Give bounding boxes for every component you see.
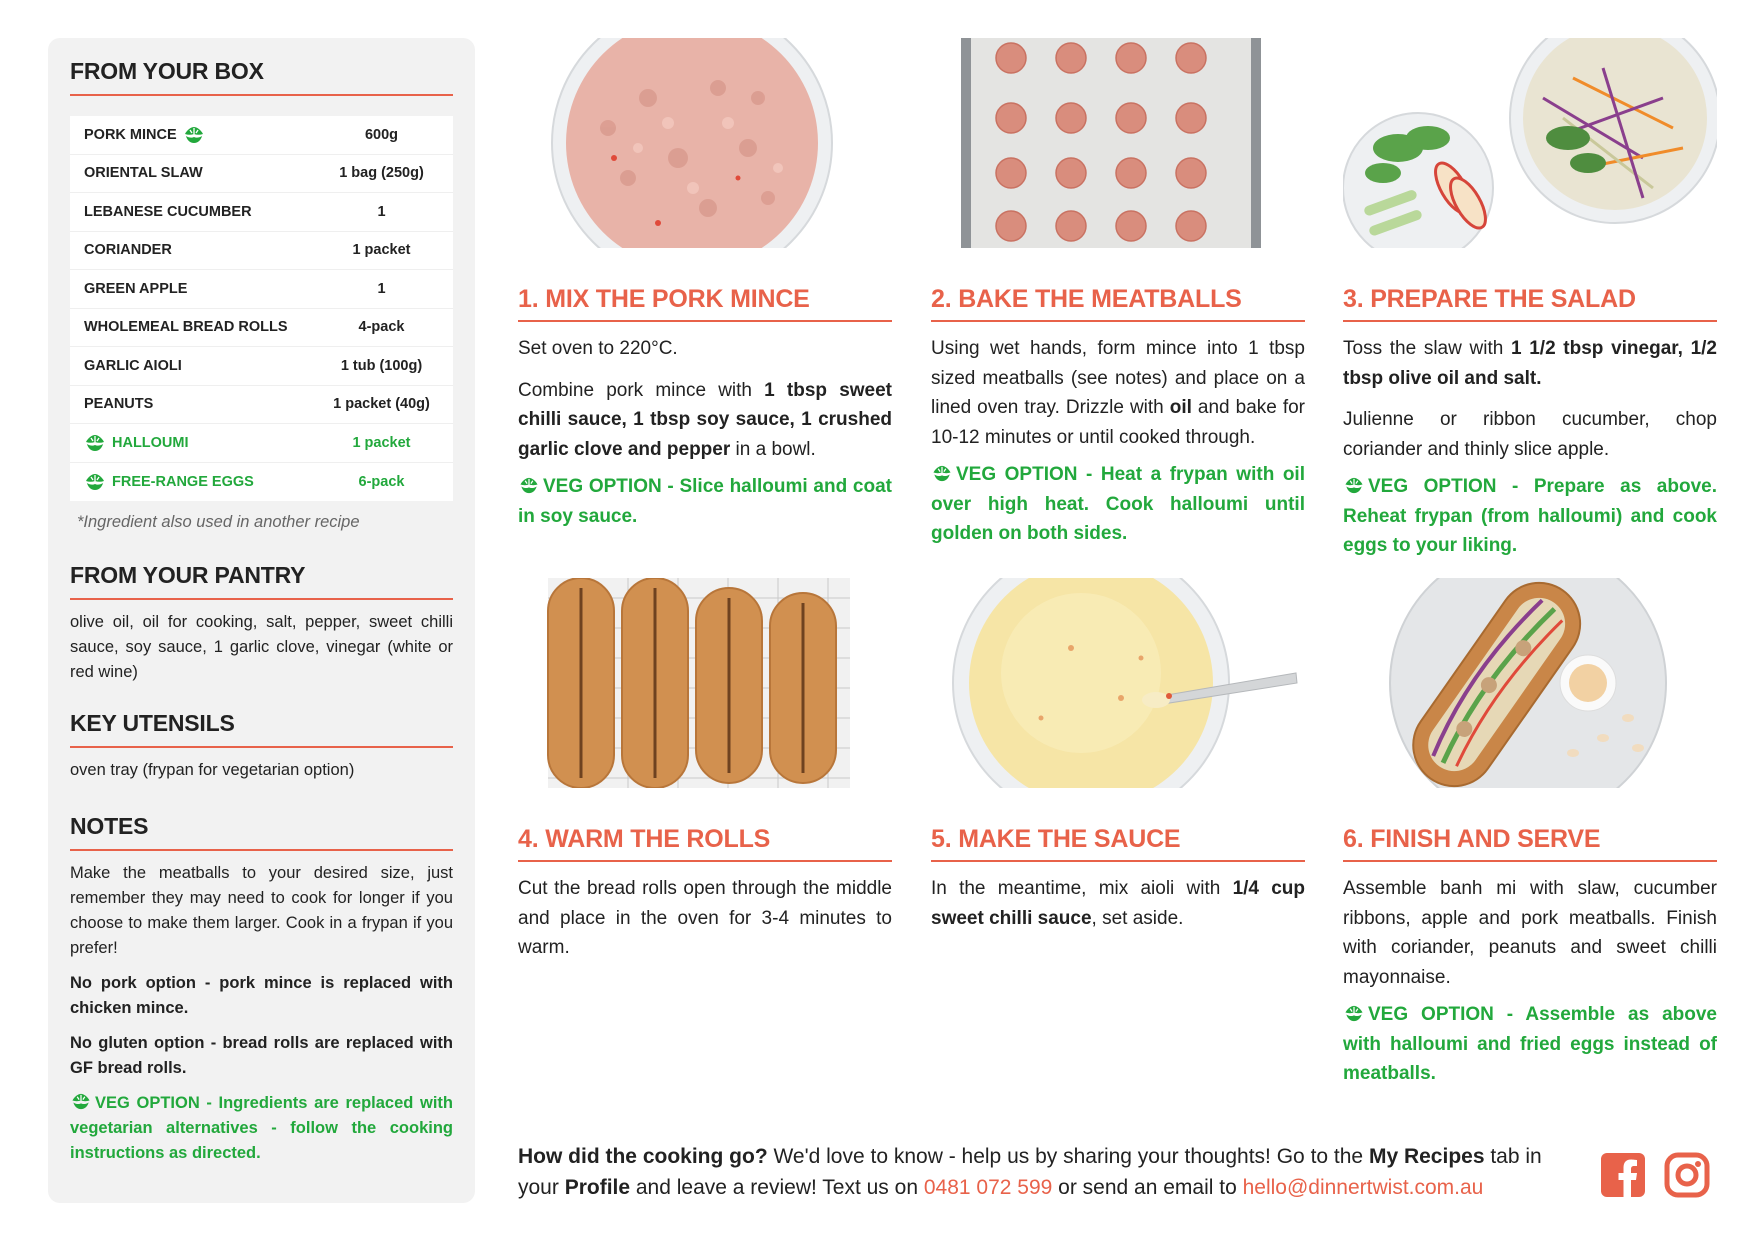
ingredient-quantity: 1	[377, 203, 386, 220]
notes-heading: NOTES	[70, 813, 453, 851]
step-5	[931, 578, 1305, 933]
veg-text: VEG OPTION - Heat a frypan with oil over high heat. Cook halloumi until golden on both sides.	[931, 464, 1305, 544]
leaf-icon	[84, 472, 106, 492]
ingredient-row	[70, 232, 453, 271]
step-6-text-1: Assemble banh mi with slaw, cucumber ribbons, apple and pork meatballs. Finish with coriander, peanuts and sweet chilli mayonnaise.	[1343, 878, 1717, 988]
ingredient-label: GARLIC AIOLI	[84, 357, 182, 374]
text-run: Toss the slaw with	[1343, 338, 1511, 359]
notes-section	[70, 813, 453, 1166]
email-link[interactable]: hello@dinnertwist.com.au	[1242, 1176, 1484, 1199]
step-4-text-1: Cut the bread rolls open through the middle and place in the oven for 3-4 minutes to warm.	[518, 878, 892, 958]
ingredient-label: LEBANESE CUCUMBER	[84, 203, 252, 220]
step-2-title: 2. BAKE THE MEATBALLS	[931, 285, 1305, 322]
pantry-text: olive oil, oil for cooking, salt, pepper, sweet chilli sauce, soy sauce, 1 garlic clove, vinegar (white or red wine)	[70, 613, 453, 681]
step-3-title: 3. PREPARE THE SALAD	[1343, 285, 1717, 322]
step-2-text-1	[931, 334, 1305, 452]
leaf-icon	[70, 1092, 92, 1111]
utensils-section	[70, 710, 453, 783]
ingredient-label: ORIENTAL SLAW	[84, 165, 203, 182]
ingredient-row	[70, 386, 453, 425]
ingredient-quantity: 1 packet	[352, 434, 411, 451]
ingredient-name	[84, 319, 324, 335]
text-run: Combine pork mince with	[518, 379, 765, 401]
veg-text: VEG OPTION - Prepare as above. Reheat frypan (from halloumi) and cook eggs to your liking.	[1343, 476, 1717, 556]
veg-text: VEG OPTION - Assemble as above with halloumi and fried eggs instead of meatballs.	[1343, 1004, 1717, 1084]
leaf-icon	[931, 464, 953, 483]
ingredient-row	[70, 193, 453, 232]
ingredient-name	[84, 358, 324, 374]
text-run: in a bowl.	[730, 438, 816, 460]
text-run-bold: 1 1/2 tbsp vinegar, 1/2 tbsp olive oil and salt.	[1343, 338, 1717, 389]
leaf-icon	[518, 476, 540, 495]
profile-link[interactable]: Profile	[564, 1176, 631, 1199]
ingredient-name	[84, 125, 324, 145]
ingredient-quantity: 1 tub (100g)	[340, 357, 423, 374]
step-1-veg-option	[518, 472, 892, 531]
text-run: and bake for 10-12 minutes or until cooked through.	[931, 397, 1306, 448]
step-2-veg-option	[931, 460, 1305, 549]
meatballs-tray-image	[931, 38, 1305, 248]
ingredient-row	[70, 309, 453, 348]
step-1-text-2	[518, 376, 892, 465]
ingredient-label: CORIANDER	[84, 242, 172, 259]
step-1-text-1: Set oven to 220°C.	[518, 338, 678, 359]
ingredient-quantity: 1 bag (250g)	[339, 165, 424, 182]
ingredient-name	[84, 204, 324, 220]
notes-veg-option	[70, 1091, 453, 1166]
utensils-heading: KEY UTENSILS	[70, 710, 453, 748]
text-run: and leave a review! Text us on	[630, 1176, 924, 1199]
veg-text: VEG OPTION - Slice halloumi and coat in soy sauce.	[518, 476, 892, 527]
leaf-icon	[183, 125, 205, 145]
ingredient-quantity: 1	[377, 280, 386, 297]
feedback-footer	[518, 1141, 1573, 1203]
ingredient-row	[70, 347, 453, 386]
ingredient-row	[70, 270, 453, 309]
ingredient-row	[70, 155, 453, 194]
text-run: , set aside.	[1091, 907, 1184, 929]
step-6	[1343, 578, 1717, 1089]
pantry-heading: FROM YOUR PANTRY	[70, 562, 453, 600]
ingredient-name	[84, 242, 324, 258]
step-3	[1343, 38, 1717, 561]
salad-ingredients-image	[1343, 38, 1717, 248]
feedback-question: How did the cooking go?	[518, 1145, 768, 1168]
step-5-text-1	[931, 874, 1305, 933]
ingredient-quantity: 4-pack	[358, 319, 405, 336]
ingredient-quantity: 1 packet	[352, 242, 411, 259]
phone-number-link[interactable]: 0481 072 599	[923, 1176, 1053, 1199]
step-1	[518, 38, 892, 531]
notes-text-3: No gluten option - bread rolls are replaced with GF bread rolls.	[70, 1034, 453, 1077]
step-6-title: 6. FINISH AND SERVE	[1343, 825, 1717, 862]
instagram-icon[interactable]	[1664, 1152, 1710, 1198]
ingredient-name	[84, 472, 324, 492]
text-run-bold: 1/4 cup sweet chilli sauce	[931, 878, 1305, 929]
ingredients-panel	[48, 38, 475, 1203]
notes-text-1: Make the meatballs to your desired size, just remember they may need to cook for longer if you choose to make them larger. Cook in a frypan if you prefer!	[70, 864, 453, 957]
utensils-text: oven tray (frypan for vegetarian option)	[70, 761, 355, 779]
ingredient-label: WHOLEMEAL BREAD ROLLS	[84, 319, 288, 336]
step-5-title: 5. MAKE THE SAUCE	[931, 825, 1305, 862]
pantry-section	[70, 562, 453, 685]
notes-veg-text: VEG OPTION - Ingredients are replaced with vegetarian alternatives - follow the cooking instructions as directed.	[70, 1094, 453, 1162]
text-run: In the meantime, mix aioli with	[931, 878, 1233, 899]
ingredient-name	[84, 396, 324, 412]
sauce-bowl-image	[931, 578, 1305, 788]
ingredient-label: HALLOUMI	[112, 434, 189, 451]
ingredient-label: GREEN APPLE	[84, 280, 188, 297]
leaf-icon	[1343, 1004, 1365, 1023]
facebook-icon[interactable]	[1600, 1152, 1646, 1198]
text-run: or send an email to	[1052, 1176, 1243, 1199]
ingredient-row	[70, 424, 453, 463]
ingredient-row	[70, 116, 453, 155]
ingredient-quantity: 6-pack	[358, 473, 405, 490]
footnote: *Ingredient also used in another recipe	[77, 513, 360, 531]
ingredient-quantity: 1 packet (40g)	[333, 396, 430, 413]
ingredient-name	[84, 165, 324, 181]
step-2	[931, 38, 1305, 549]
step-3-text-1	[1343, 334, 1717, 393]
text-run-bold: 1 tbsp sweet chilli sauce, 1 tbsp soy sauce, 1 crushed garlic clove and pepper	[518, 379, 892, 460]
step-4-title: 4. WARM THE ROLLS	[518, 825, 892, 862]
ingredient-label: PORK MINCE	[84, 126, 177, 143]
box-heading: FROM YOUR BOX	[70, 58, 453, 96]
text-run-bold: oil	[1169, 397, 1192, 418]
leaf-icon	[84, 433, 106, 453]
bread-rolls-image	[518, 578, 892, 788]
step-3-text-2: Julienne or ribbon cucumber, chop coriander and thinly slice apple.	[1343, 409, 1717, 460]
ingredient-label: FREE-RANGE EGGS	[112, 473, 254, 490]
pork-mince-bowl-image	[518, 38, 892, 248]
ingredient-quantity: 600g	[364, 126, 399, 143]
step-4	[518, 578, 892, 963]
text-run: tab in your	[518, 1145, 1542, 1199]
step-3-veg-option	[1343, 472, 1717, 561]
step-1-title: 1. MIX THE PORK MINCE	[518, 285, 892, 322]
leaf-icon	[1343, 476, 1365, 495]
my-recipes-link[interactable]: My Recipes	[1368, 1145, 1485, 1168]
banh-mi-plate-image	[1343, 578, 1717, 788]
ingredient-label: PEANUTS	[84, 396, 154, 413]
ingredients-table	[70, 116, 453, 501]
notes-text-2: No pork option - pork mince is replaced with chicken mince.	[70, 974, 453, 1017]
step-6-veg-option	[1343, 1000, 1717, 1089]
text-run: We'd love to know - help us by sharing your thoughts! Go to the	[767, 1145, 1369, 1168]
ingredient-name	[84, 281, 324, 297]
ingredient-row	[70, 463, 453, 502]
text-run: Using wet hands, form mince into 1 tbsp sized meatballs (see notes) and place on a lined oven tray. Drizzle with	[931, 338, 1305, 418]
ingredient-name	[84, 433, 324, 453]
